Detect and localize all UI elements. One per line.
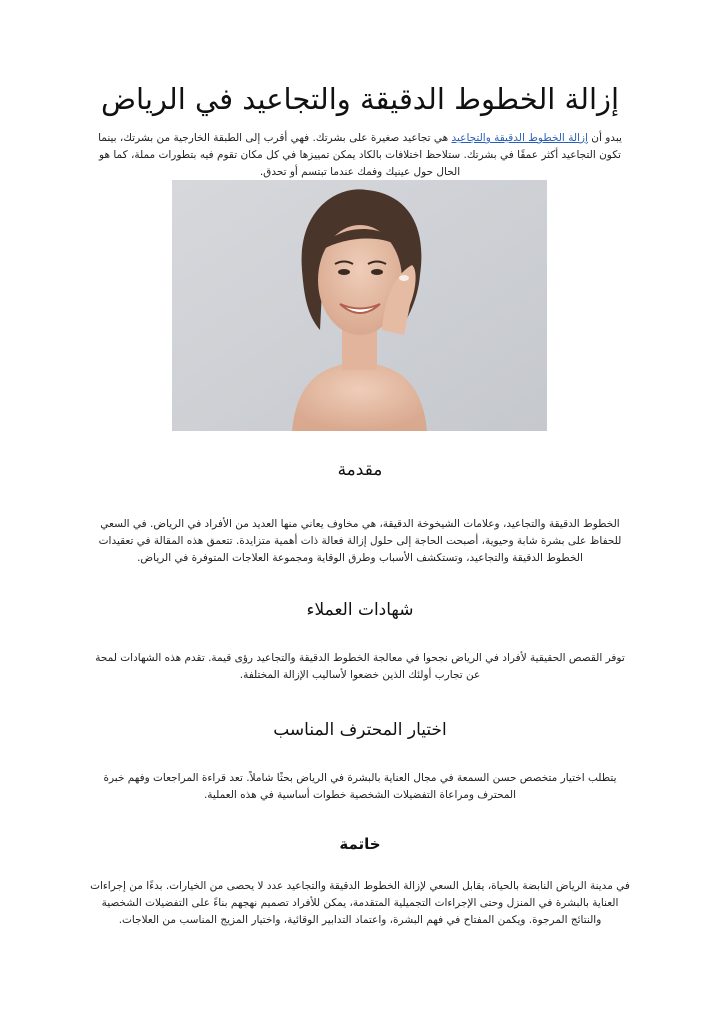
section-body-testimonials: توفر القصص الحقيقية لأفراد في الرياض نجحوا في معالجة الخطوط الدقيقة والتجاعيد رؤى قيمة. تقدم هذه الشهادات لمحة عن تجارب أولئك الذين خضعوا لأساليب الإزالة المختلفة. [95, 652, 625, 681]
woman-portrait-illustration [172, 180, 547, 431]
hero-photo [172, 180, 547, 431]
section-heading-choosing-professional: اختيار المحترف المناسب [273, 720, 447, 740]
intro-paragraph [86, 130, 634, 181]
page-title: إزالة الخطوط الدقيقة والتجاعيد في الرياض [100, 82, 620, 116]
intro-link[interactable]: إزالة الخطوط الدقيقة والتجاعيد [451, 132, 588, 144]
section-body-introduction: الخطوط الدقيقة والتجاعيد، وعلامات الشيخوخة الدقيقة، هي مخاوف يعاني منها العديد من الأفراد في الرياض. في السعي للحفاظ على بشرة شابة وحيوية، أصبحت الحاجة إلى حلول إزالة فعالة ذات أهمية متزايدة. تتعمق هذه المقالة في تعقيدات الخطوط الدقيقة والتجاعيد، وتستكشف الأسباب وطرق الوقاية ومجموعة العلاجات المتوفرة في الرياض. [98, 518, 622, 564]
intro-text-before-link: يبدو أن [587, 132, 622, 144]
section-heading-introduction: مقدمة [337, 460, 383, 480]
intro-text-after-link: هي تجاعيد صغيرة على بشرتك. فهي أقرب إلى الطبقة الخارجية من بشرتك، بينما تكون التجاعيد أكثر عمقًا في بشرتك. ستلاحظ اختلافات بالكاد يمكن تمييزها في كل مكان تقوم فيه بتطورات مملة، كما هو الحال حول عينيك وفمك عندما تبتسم أو تحدق. [98, 132, 621, 178]
section-body-conclusion: في مدينة الرياض النابضة بالحياة، يقابل السعي لإزالة الخطوط الدقيقة والتجاعيد عدد لا يحصى من الخيارات. بدءًا من إجراءات العناية بالبشرة في المنزل وحتى الإجراءات التجميلية المتقدمة، يمكن للأفراد تصميم نهجهم بناءً على التفضيلات الشخصية والنتائج المرجوة. ويكمن المفتاح في فهم البشرة، واعتماد التدابير الوقائية، واختيار المزيج المناسب من العلاجات. [90, 880, 630, 926]
section-heading-testimonials: شهادات العملاء [306, 600, 414, 620]
section-body-choosing-professional: يتطلب اختيار متخصص حسن السمعة في مجال العناية بالبشرة في الرياض بحثًا شاملاً. تعد قراءة المراجعات وفهم خبرة المحترف ومراعاة التفضيلات الشخصية خطوات أساسية في هذه العملية. [103, 772, 617, 801]
section-heading-conclusion: خاتمة [339, 835, 381, 853]
